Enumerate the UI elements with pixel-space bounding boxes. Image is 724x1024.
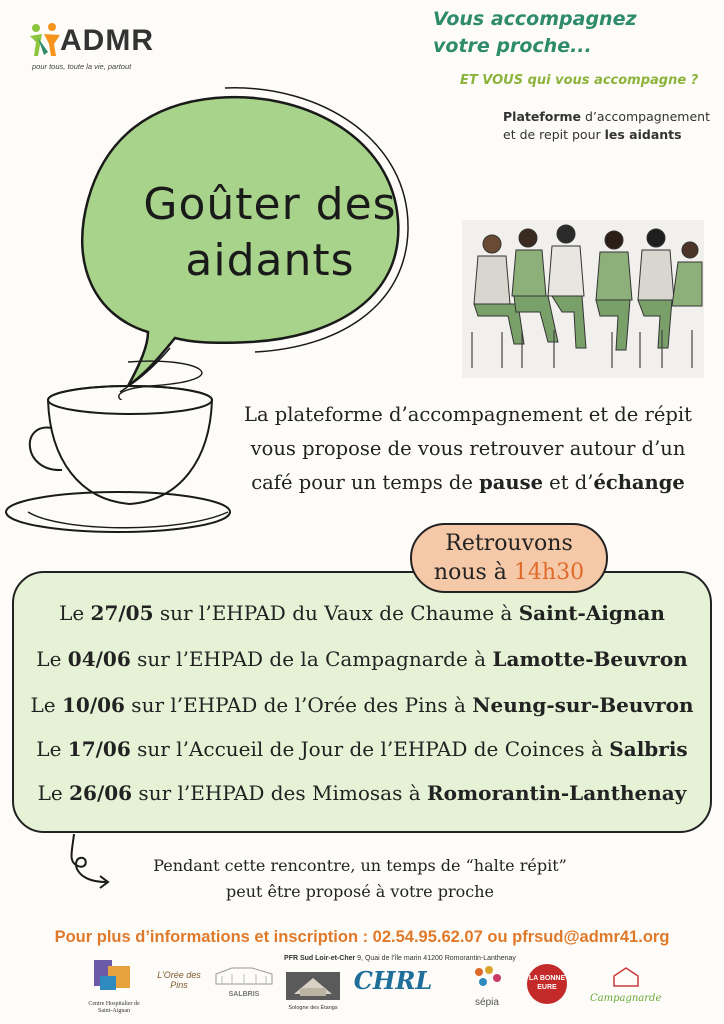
date-line: Le 17/06 sur l’Accueil de Jour de l’EHPAD de Coinces à Salbris — [36, 737, 688, 761]
hospital-logo-icon — [86, 956, 142, 996]
brand-tagline: pour tous, toute la vie, partout — [32, 62, 132, 71]
footer-address: PFR Sud Loir-et-Cher 9, Quai de l’île marin 41200 Romorantin-Lanthenay — [284, 955, 516, 962]
building-icon — [212, 966, 276, 986]
house-icon — [592, 966, 652, 988]
partner-logo-oree-des-pins: L’Orée des Pins — [157, 970, 201, 990]
partner-logo-centre-hospitalier: Centre Hospitalier de Saint-Aignan — [86, 956, 142, 1016]
halte-repit-text: Pendant cette rencontre, un temps de “halte répit” peut être proposé à votre proche — [153, 856, 567, 901]
admr-people-icon — [28, 22, 62, 58]
partner-logo-chrl: CHRL — [353, 966, 433, 995]
meeting-time-pill: Retrouvons nous à 14h30 — [410, 523, 608, 593]
date-line: Le 04/06 sur l’EHPAD de la Campagnarde à Lamotte-Beuvron — [36, 647, 688, 671]
dates-box — [12, 571, 712, 833]
slogan-line-3: ET VOUS qui vous accompagne ? — [460, 73, 699, 88]
platform-description: Plateforme d’accompagnement et de repit pour les aidants — [503, 109, 710, 142]
date-line: Le 10/06 sur l’EHPAD de l’Orée des Pins à Neung-sur-Beuvron — [30, 693, 694, 717]
admr-logo — [22, 16, 152, 80]
partner-logo-la-bonne-eure: LA BONNE EURE — [522, 962, 572, 1012]
meeting-time: 14h30 — [513, 560, 585, 585]
slogan-line-1: Vous accompagnez — [433, 8, 637, 30]
support-group-image — [462, 220, 704, 378]
partner-logo-sologne: Sologne des Étangs — [286, 972, 340, 1012]
partner-logo-salbris: SALBRIS — [212, 966, 276, 1000]
slogan-line-2: votre proche... — [433, 35, 592, 57]
intro-text: La plateforme d’accompagnement et de répit vous propose de vous retrouver autour d’un café pour un temps de pause et d’échange — [244, 403, 692, 494]
contact-info: Pour plus d’informations et inscription : 02.54.95.62.07 ou pfrsud@admr41.org — [54, 928, 670, 946]
brand-name: ADMR — [60, 24, 154, 57]
partner-logo-sepia: sépia — [462, 962, 512, 1014]
partner-logo-campagnarde: Campagnarde — [590, 966, 654, 1006]
date-line: Le 26/06 sur l’EHPAD des Mimosas à Romorantin-Lanthenay — [37, 781, 687, 805]
pavilion-icon — [286, 972, 340, 1000]
date-line: Le 27/05 sur l’EHPAD du Vaux de Chaume à Saint-Aignan — [59, 601, 665, 625]
event-title: Goûter des aidants — [143, 179, 397, 286]
sepia-dots-icon — [467, 962, 507, 992]
